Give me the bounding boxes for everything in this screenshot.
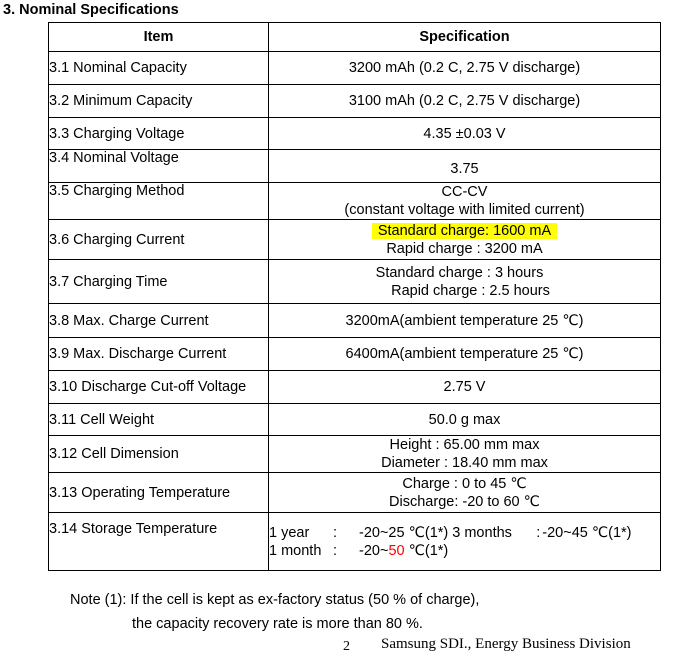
list-item: 1 month : -20~50 ℃(1*)	[269, 542, 449, 559]
row-spec: 3200 mAh (0.2 C, 2.75 V discharge)	[269, 52, 661, 85]
row-spec	[269, 260, 661, 304]
spec-line: Rapid charge : 3200 mA	[386, 240, 543, 257]
row-item: 3.8 Max. Charge Current	[49, 304, 269, 338]
row-spec: 3200mA(ambient temperature 25 ℃)	[269, 304, 661, 338]
note-line-1: Note (1): If the cell is kept as ex-factory status (50 % of charge),	[70, 592, 480, 608]
header-spec: Specification	[269, 23, 661, 52]
spec-line: (constant voltage with limited current)	[344, 202, 585, 218]
table-row	[49, 304, 661, 338]
spec-line: Height : 65.00 mm max	[389, 437, 540, 453]
table-header-row	[49, 23, 661, 52]
highlighted-spec: Standard charge: 1600 mA	[372, 223, 557, 239]
table-row	[49, 85, 661, 118]
row-item: 3.4 Nominal Voltage	[49, 150, 269, 183]
list-item: 1 year : -20~25 ℃(1*)	[269, 524, 449, 541]
row-spec	[269, 513, 661, 571]
table-row	[49, 371, 661, 404]
table-row	[49, 338, 661, 371]
row-spec: 4.35 ±0.03 V	[269, 118, 661, 150]
list-item: 3 months : -20~45 ℃(1*)	[452, 524, 632, 541]
row-item: 3.5 Charging Method	[49, 183, 269, 220]
spec-line: Discharge: -20 to 60 ℃	[389, 493, 540, 510]
row-item: 3.6 Charging Current	[49, 220, 269, 260]
spec-line: Rapid charge : 2.5 hours	[391, 282, 550, 299]
row-item: 3.7 Charging Time	[49, 260, 269, 304]
row-spec: 50.0 g max	[269, 404, 661, 436]
spec-line: Diameter : 18.40 mm max	[381, 455, 548, 471]
table-row	[49, 150, 661, 183]
row-item: 3.10 Discharge Cut-off Voltage	[49, 371, 269, 404]
table-row	[49, 404, 661, 436]
row-item: 3.3 Charging Voltage	[49, 118, 269, 150]
table-row	[49, 513, 661, 571]
row-item: 3.9 Max. Discharge Current	[49, 338, 269, 371]
note-line-2: the capacity recovery rate is more than 80 %.	[132, 616, 423, 632]
row-item: 3.14 Storage Temperature	[49, 513, 269, 571]
row-spec: 3100 mAh (0.2 C, 2.75 V discharge)	[269, 85, 661, 118]
section-title: 3. Nominal Specifications	[3, 2, 179, 18]
emphasized-value: 50	[388, 542, 405, 559]
table-row	[49, 260, 661, 304]
row-item: 3.13 Operating Temperature	[49, 473, 269, 513]
row-spec	[269, 183, 661, 220]
storage-temperature-list	[269, 524, 660, 560]
row-spec	[269, 220, 661, 260]
row-spec: 6400mA(ambient temperature 25 ℃)	[269, 338, 661, 371]
row-item: 3.1 Nominal Capacity	[49, 52, 269, 85]
row-spec	[269, 473, 661, 513]
page-number: 2	[343, 639, 350, 654]
table-row	[49, 473, 661, 513]
table-row	[49, 220, 661, 260]
spec-table	[48, 22, 661, 571]
row-spec: 2.75 V	[269, 371, 661, 404]
spec-line: Standard charge : 3 hours	[375, 264, 544, 281]
table-row	[49, 436, 661, 473]
spec-line: CC-CV	[441, 184, 488, 200]
row-spec	[269, 436, 661, 473]
row-item: 3.2 Minimum Capacity	[49, 85, 269, 118]
table-row	[49, 118, 661, 150]
table-row	[49, 183, 661, 220]
footer-organization: Samsung SDI., Energy Business Division	[381, 636, 631, 652]
row-item: 3.11 Cell Weight	[49, 404, 269, 436]
header-item: Item	[49, 23, 269, 52]
spec-line: Charge : 0 to 45 ℃	[402, 475, 527, 492]
row-item: 3.12 Cell Dimension	[49, 436, 269, 473]
row-spec: 3.75	[269, 150, 661, 183]
table-row	[49, 52, 661, 85]
